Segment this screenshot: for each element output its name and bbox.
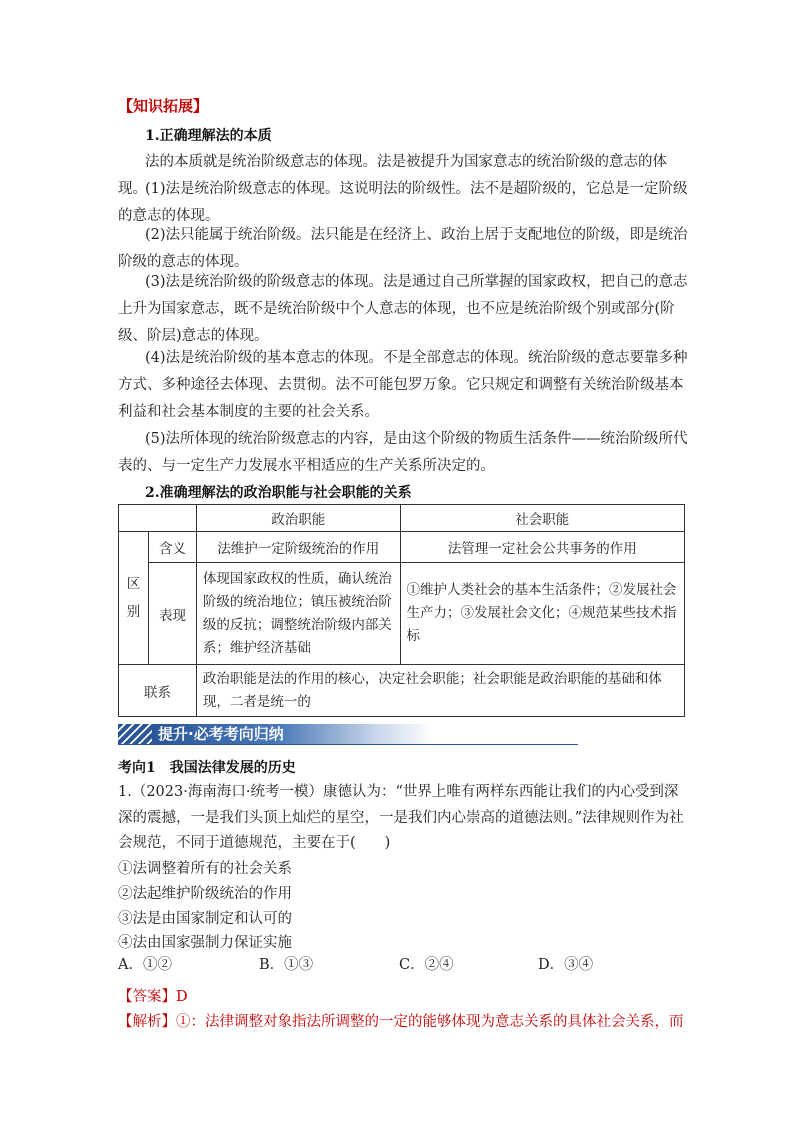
- statement-3: ③法是由国家制定和认可的: [118, 911, 292, 927]
- knowledge-header: 【知识拓展】: [118, 97, 209, 115]
- section-1-intro: 法的本质就是统治阶级意志的体现。法是被提升为国家意志的统治阶级的意志的体现。: [118, 154, 667, 197]
- option-d: D．③④: [538, 957, 594, 973]
- banner-rule: [118, 744, 578, 745]
- row-meaning-label: 含义: [148, 532, 196, 563]
- table-row-meaning: [119, 532, 685, 563]
- section-banner: [118, 724, 433, 744]
- function-comparison-table: [118, 504, 685, 717]
- point-2: (2)法只能属于统治阶级。法只能是在经济上、政治上居于支配地位的阶级，即是统治阶级的意志的体现。: [118, 227, 688, 270]
- table-row-relation: [119, 665, 685, 717]
- section-1-title: 1.正确理解法的本质: [145, 128, 272, 144]
- section-2-title: 2.准确理解法的政治职能与社会职能的关系: [145, 485, 412, 501]
- statement-4: ④法由国家强制力保证实施: [118, 935, 292, 951]
- table-row-expression: [119, 563, 685, 665]
- option-c: C．②④: [399, 957, 454, 973]
- point-1: (1)法是统治阶级意志的体现。这说明法的阶级性。法不是超阶级的，它总是一定阶级的意志的体现。: [118, 181, 688, 224]
- statement-2: ②法起维护阶级统治的作用: [118, 886, 292, 902]
- point-3: (3)法是统治阶级的阶级意志的体现。法是通过自己所掌握的国家政权，把自己的意志上升为国家意志，既不是统治阶级中个人意志的体现，也不应是统治阶级个别或部分(阶级、阶层)意志的体现。: [118, 274, 688, 344]
- expression-social: ①维护人类社会的基本生活条件；②发展社会生产力；③发展社会文化；④规范某些技术指标: [400, 563, 684, 665]
- exam-topic: 考向1 我国法律发展的历史: [118, 760, 296, 776]
- row-relation-label: 联系: [119, 665, 197, 717]
- analysis: 【解析】①：法律调整对象指法所调整的一定的能够体现为意志关系的具体社会关系，而: [118, 1014, 684, 1030]
- row-expression-label: 表现: [148, 563, 196, 665]
- row-group-difference: 区别: [119, 532, 149, 665]
- banner-stripe: [118, 724, 152, 744]
- meaning-political: 法维护一定阶级统治的作用: [196, 532, 400, 563]
- question-stem: 1.（2023·海南海口·统考一模）康德认为：“世界上唯有两样东西能让我们的内心受到深深的震撼，一是我们头顶上灿烂的星空，一是我们内心崇高的道德法则。”法律规则作为社会规范，不同于道德规范，主要在于( ): [118, 784, 684, 851]
- answer: 【答案】D: [118, 989, 188, 1005]
- banner-label: 提升·必考考向归纳: [158, 725, 284, 743]
- point-4: (4)法是统治阶级的基本意志的体现。不是全部意志的体现。统治阶级的意志要靠多种方式、多种途径去体现、去贯彻。法不可能包罗万象。它只规定和调整有关统治阶级基本利益和社会基本制度的主要的社会关系。: [118, 350, 688, 420]
- table-corner-cell: [119, 505, 197, 532]
- point-5: (5)法所体现的统治阶级意志的内容，是由这个阶级的物质生活条件——统治阶级所代表的、与一定生产力发展水平相适应的生产关系所决定的。: [118, 431, 688, 474]
- table-header-row: [119, 505, 685, 532]
- relation-text: 政治职能是法的作用的核心，决定社会职能；社会职能是政治职能的基础和体现，二者是统一的: [196, 665, 684, 717]
- meaning-social: 法管理一定社会公共事务的作用: [400, 532, 684, 563]
- col-political: 政治职能: [196, 505, 400, 532]
- statement-1: ①法调整着所有的社会关系: [118, 861, 292, 877]
- option-b: B．①③: [259, 957, 314, 973]
- option-a: A．①②: [118, 957, 172, 973]
- expression-political: 体现国家政权的性质，确认统治阶级的统治地位；镇压被统治阶级的反抗；调整统治阶级内部关系；维护经济基础: [196, 563, 400, 665]
- col-social: 社会职能: [400, 505, 684, 532]
